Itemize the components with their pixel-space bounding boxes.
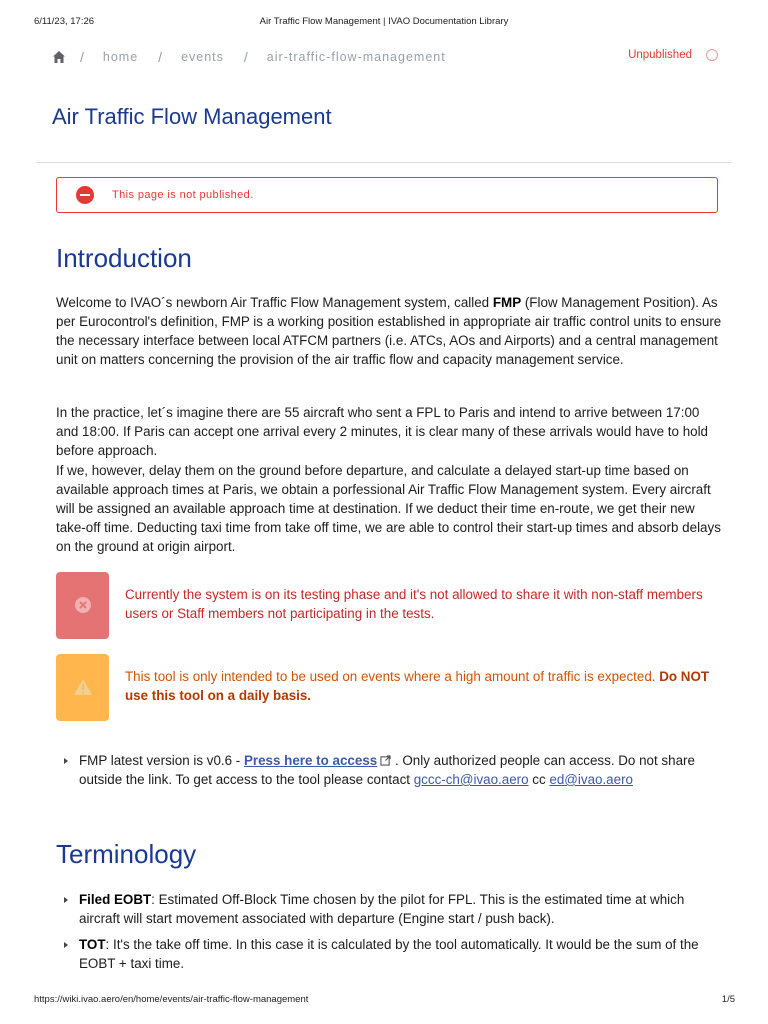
warning-callout-side xyxy=(56,654,109,721)
introduction-heading: Introduction xyxy=(56,243,192,273)
breadcrumb-separator: / xyxy=(80,49,85,65)
page-title: Air Traffic Flow Management xyxy=(52,104,332,129)
title-divider xyxy=(36,162,732,163)
publish-status-label: Unpublished xyxy=(628,49,692,61)
intro-paragraph-2: In the practice, let´s imagine there are 55 aircraft who sent a FPL to Paris and intend to arrive between 17:00 and 18:00. If Paris can accept one arrival every 2 minutes, it is clear many of these arrivals would have to hold before approach. xyxy=(56,405,709,458)
term-tot: TOT xyxy=(79,937,106,952)
warning-bold-text: Do NOT use this tool on a daily basis. xyxy=(125,669,710,703)
print-page-number: 1/5 xyxy=(721,994,735,1005)
print-doc-title: Air Traffic Flow Management | IVAO Documentation Library xyxy=(259,16,509,27)
breadcrumb-item-home[interactable]: home xyxy=(102,50,139,64)
list-item xyxy=(62,935,722,973)
intro-paragraph-1 xyxy=(56,293,724,369)
unpublished-alert-message: This page is not published. xyxy=(112,189,254,201)
home-icon[interactable] xyxy=(52,50,66,64)
access-tool-link[interactable]: Press here to access xyxy=(243,753,378,768)
minus-circle-icon xyxy=(76,186,94,204)
danger-callout-text: Currently the system is on its testing phase and it's not allowed to share it with non-staff members users or Staff members not participating in the tests. xyxy=(125,587,703,621)
print-url: https://wiki.ivao.aero/en/home/events/air-traffic-flow-management xyxy=(34,994,309,1005)
terminology-heading: Terminology xyxy=(56,839,197,869)
list-item xyxy=(62,751,722,789)
term-tot-desc: : It's the take off time. In this case it is calculated by the tool automatically. It would be the sum of the EOBT + taxi time. xyxy=(79,937,699,971)
danger-callout xyxy=(56,572,724,639)
term-filed-eobt-desc: : Estimated Off-Block Time chosen by the pilot for FPL. This is the estimated time at which aircraft will start movement associated with departure (Engine start / push back). xyxy=(79,892,685,926)
warning-callout xyxy=(56,654,724,721)
breadcrumb-item-current[interactable]: air-traffic-flow-management xyxy=(266,50,446,64)
publish-status xyxy=(628,49,718,61)
breadcrumb xyxy=(52,47,466,67)
access-list xyxy=(62,751,722,796)
email-link-ed[interactable]: ed@ivao.aero xyxy=(549,772,633,787)
print-header xyxy=(0,14,768,30)
access-text-c: cc xyxy=(528,772,550,787)
danger-callout-side xyxy=(56,572,109,639)
breadcrumb-separator: / xyxy=(243,49,249,65)
external-link-icon[interactable] xyxy=(380,755,391,766)
x-circle-icon xyxy=(74,596,92,614)
access-text-b: . Only authorized people can access. Do not share outside the link. To get access to the tool please contact xyxy=(79,753,695,787)
list-item xyxy=(62,890,722,928)
breadcrumb-separator: / xyxy=(158,49,164,65)
email-link-gccc[interactable]: gccc-ch@ivao.aero xyxy=(413,772,529,787)
warning-triangle-icon xyxy=(73,678,93,696)
breadcrumb-item-events[interactable]: events xyxy=(181,50,224,64)
intro-p1-text-a: Welcome to IVAO´s newborn Air Traffic Flow Management system, called xyxy=(56,295,493,310)
intro-paragraph-3: If we, however, delay them on the ground before departure, and calculate a delayed start-up time based on available approach times at Paris, we obtain a porfessional Air Traffic Flow Management system. Every aircraft will be assigned an available approach time at destination. If we deduct their time en-route, we get their new take-off time. Deducting taxi time from take off time, we are able to control their start-up times and absorb delays on the ground at origin airport. xyxy=(56,463,721,554)
terminology-list xyxy=(62,890,722,980)
warning-callout-text xyxy=(125,667,715,721)
access-text-a: FMP latest version is v0.6 - xyxy=(79,753,244,768)
term-filed-eobt: Filed EOBT xyxy=(79,892,152,907)
unpublished-alert xyxy=(56,177,718,213)
intro-p1-text-b: (Flow Management Position). As per Eurocontrol's definition, FMP is a working position established in appropriate air traffic control units to ensure the necessary interface between local ATFCM partners (i.e. ATCs, AOs and Airports) and a central management unit on matters concerning the provision of the air traffic flow and capacity management service. xyxy=(56,295,722,367)
fmp-term: FMP xyxy=(492,295,522,310)
print-datetime: 6/11/23, 17:26 xyxy=(34,16,95,27)
warning-text: This tool is only intended to be used on events where a high amount of traffic is expected. xyxy=(125,669,660,684)
status-circle-icon xyxy=(706,49,718,61)
